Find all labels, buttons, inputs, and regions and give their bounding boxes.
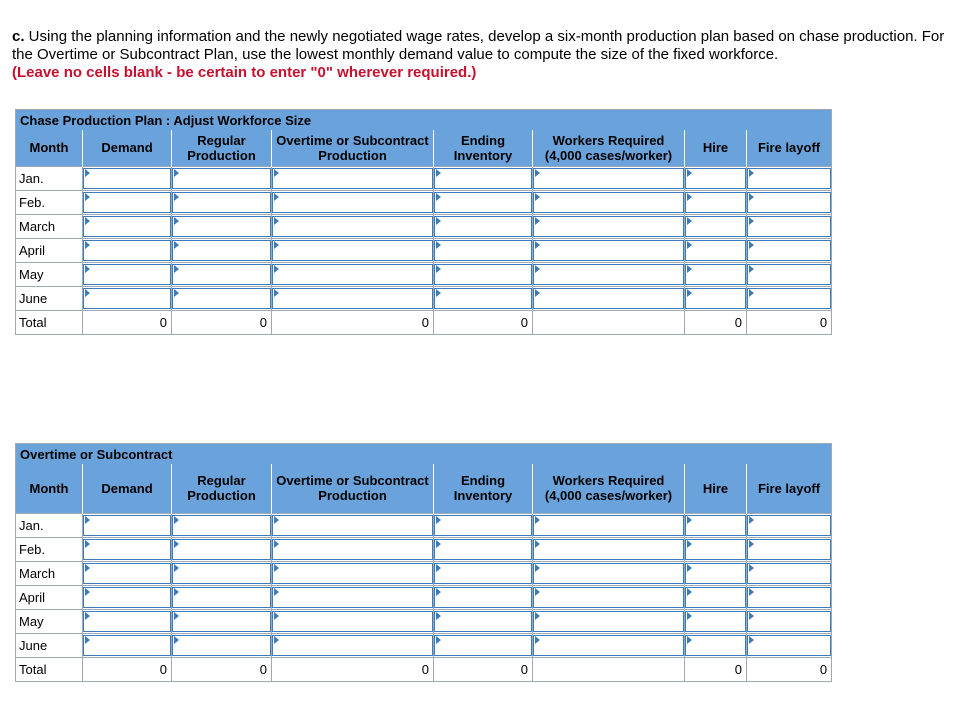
input-cell <box>747 166 832 190</box>
column-header: Hire <box>685 464 747 513</box>
value-input[interactable] <box>685 539 746 560</box>
input-cell <box>272 561 434 585</box>
total-value: 0 <box>172 310 272 334</box>
total-value <box>533 657 685 681</box>
value-input[interactable] <box>272 192 433 213</box>
value-input[interactable] <box>172 192 271 213</box>
table-title: Chase Production Plan : Adjust Workforce Size <box>16 110 832 131</box>
input-cell <box>747 513 832 537</box>
table-title: Overtime or Subcontract <box>16 444 832 465</box>
value-input[interactable] <box>747 216 831 237</box>
input-cell <box>434 262 533 286</box>
total-value: 0 <box>747 657 832 681</box>
value-input[interactable] <box>172 635 271 656</box>
input-cell <box>272 214 434 238</box>
input-cell <box>747 238 832 262</box>
input-cell <box>533 262 685 286</box>
total-value: 0 <box>685 657 747 681</box>
value-input[interactable] <box>685 216 746 237</box>
value-input[interactable] <box>83 288 171 309</box>
input-cell <box>685 537 747 561</box>
value-input[interactable] <box>533 192 684 213</box>
input-cell <box>272 585 434 609</box>
value-input[interactable] <box>272 515 433 536</box>
input-cell <box>172 561 272 585</box>
table-row <box>16 166 832 190</box>
input-cell <box>83 633 172 657</box>
value-input[interactable] <box>747 515 831 536</box>
input-cell <box>434 513 533 537</box>
value-input[interactable] <box>434 611 532 632</box>
value-input[interactable] <box>533 515 684 536</box>
value-input[interactable] <box>272 288 433 309</box>
input-cell <box>83 166 172 190</box>
value-input[interactable] <box>533 240 684 261</box>
input-cell <box>434 609 533 633</box>
input-cell <box>272 609 434 633</box>
value-input[interactable] <box>172 168 271 189</box>
input-cell <box>685 561 747 585</box>
input-cell <box>272 190 434 214</box>
input-cell <box>172 513 272 537</box>
value-input[interactable] <box>434 563 532 584</box>
value-input[interactable] <box>533 168 684 189</box>
total-value: 0 <box>272 657 434 681</box>
column-header: Regular Production <box>172 130 272 166</box>
month-label: Feb. <box>16 190 83 214</box>
input-cell <box>272 238 434 262</box>
column-header: Fire layoff <box>747 130 832 166</box>
input-cell <box>272 513 434 537</box>
value-input[interactable] <box>747 288 831 309</box>
table-row <box>16 585 832 609</box>
input-cell <box>272 166 434 190</box>
table-row <box>16 262 832 286</box>
input-cell <box>685 609 747 633</box>
column-header: Overtime or Subcontract Production <box>272 130 434 166</box>
input-cell <box>272 262 434 286</box>
value-input[interactable] <box>434 240 532 261</box>
input-cell <box>685 286 747 310</box>
table-row <box>16 286 832 310</box>
value-input[interactable] <box>272 539 433 560</box>
input-cell <box>172 585 272 609</box>
value-input[interactable] <box>533 563 684 584</box>
value-input[interactable] <box>272 264 433 285</box>
value-input[interactable] <box>533 288 684 309</box>
value-input[interactable] <box>83 216 171 237</box>
value-input[interactable] <box>434 515 532 536</box>
value-input[interactable] <box>747 587 831 608</box>
value-input[interactable] <box>434 635 532 656</box>
total-row <box>16 657 832 681</box>
input-cell <box>434 537 533 561</box>
total-value: 0 <box>172 657 272 681</box>
input-cell <box>533 633 685 657</box>
column-header: Workers Required (4,000 cases/worker) <box>533 130 685 166</box>
input-cell <box>685 190 747 214</box>
column-header: Overtime or Subcontract Production <box>272 464 434 513</box>
month-label: May <box>16 262 83 286</box>
month-label: March <box>16 214 83 238</box>
value-input[interactable] <box>83 240 171 261</box>
month-label: April <box>16 585 83 609</box>
input-cell <box>747 190 832 214</box>
table-row <box>16 609 832 633</box>
input-cell <box>533 166 685 190</box>
input-cell <box>272 537 434 561</box>
value-input[interactable] <box>172 539 271 560</box>
input-cell <box>434 190 533 214</box>
table-row <box>16 513 832 537</box>
value-input[interactable] <box>685 264 746 285</box>
value-input[interactable] <box>172 563 271 584</box>
input-cell <box>172 286 272 310</box>
value-input[interactable] <box>172 264 271 285</box>
input-cell <box>533 190 685 214</box>
value-input[interactable] <box>434 288 532 309</box>
total-value: 0 <box>747 310 832 334</box>
column-header: Demand <box>83 130 172 166</box>
value-input[interactable] <box>434 587 532 608</box>
value-input[interactable] <box>685 240 746 261</box>
value-input[interactable] <box>685 168 746 189</box>
value-input[interactable] <box>533 264 684 285</box>
value-input[interactable] <box>685 515 746 536</box>
value-input[interactable] <box>272 216 433 237</box>
value-input[interactable] <box>172 611 271 632</box>
input-cell <box>747 537 832 561</box>
input-cell <box>272 286 434 310</box>
total-value: 0 <box>83 310 172 334</box>
input-cell <box>533 214 685 238</box>
total-label: Total <box>16 310 83 334</box>
value-input[interactable] <box>172 240 271 261</box>
value-input[interactable] <box>533 216 684 237</box>
value-input[interactable] <box>747 563 831 584</box>
value-input[interactable] <box>533 539 684 560</box>
value-input[interactable] <box>747 611 831 632</box>
input-cell <box>685 214 747 238</box>
value-input[interactable] <box>272 611 433 632</box>
input-cell <box>685 633 747 657</box>
value-input[interactable] <box>83 264 171 285</box>
input-cell <box>533 238 685 262</box>
column-header: Ending Inventory <box>434 130 533 166</box>
table-row <box>16 633 832 657</box>
total-value: 0 <box>434 310 533 334</box>
value-input[interactable] <box>533 635 684 656</box>
input-cell <box>533 561 685 585</box>
column-header: Month <box>16 130 83 166</box>
input-cell <box>83 585 172 609</box>
value-input[interactable] <box>83 168 171 189</box>
month-label: Jan. <box>16 166 83 190</box>
table-row <box>16 214 832 238</box>
total-row <box>16 310 832 334</box>
input-cell <box>172 166 272 190</box>
instructions-text: Using the planning information and the newly negotiated wage rates, develop a six-month production plan based on chase production. For the Overtime or Subcontract Plan, use the lowest monthly demand value to compute the size of the fixed workforce. <box>12 28 945 63</box>
input-cell <box>434 561 533 585</box>
month-label: April <box>16 238 83 262</box>
input-cell <box>747 286 832 310</box>
input-cell <box>533 609 685 633</box>
total-value: 0 <box>272 310 434 334</box>
value-input[interactable] <box>272 563 433 584</box>
input-cell <box>685 585 747 609</box>
column-header: Hire <box>685 130 747 166</box>
column-header: Fire layoff <box>747 464 832 513</box>
column-header: Month <box>16 464 83 513</box>
input-cell <box>83 513 172 537</box>
value-input[interactable] <box>272 635 433 656</box>
column-header: Workers Required (4,000 cases/worker) <box>533 464 685 513</box>
value-input[interactable] <box>434 264 532 285</box>
value-input[interactable] <box>272 168 433 189</box>
input-cell <box>83 190 172 214</box>
input-cell <box>533 513 685 537</box>
instructions <box>12 28 947 82</box>
value-input[interactable] <box>747 168 831 189</box>
input-cell <box>83 609 172 633</box>
value-input[interactable] <box>747 635 831 656</box>
value-input[interactable] <box>172 288 271 309</box>
value-input[interactable] <box>685 288 746 309</box>
table-row <box>16 561 832 585</box>
value-input[interactable] <box>747 264 831 285</box>
value-input[interactable] <box>83 563 171 584</box>
value-input[interactable] <box>685 635 746 656</box>
input-cell <box>172 190 272 214</box>
total-value <box>533 310 685 334</box>
input-cell <box>685 262 747 286</box>
input-cell <box>172 633 272 657</box>
value-input[interactable] <box>83 611 171 632</box>
value-input[interactable] <box>434 192 532 213</box>
input-cell <box>83 238 172 262</box>
value-input[interactable] <box>83 515 171 536</box>
input-cell <box>434 633 533 657</box>
input-cell <box>685 166 747 190</box>
overtime-plan-table <box>15 443 832 682</box>
value-input[interactable] <box>747 539 831 560</box>
column-header: Regular Production <box>172 464 272 513</box>
value-input[interactable] <box>434 539 532 560</box>
value-input[interactable] <box>172 587 271 608</box>
input-cell <box>685 238 747 262</box>
value-input[interactable] <box>685 192 746 213</box>
value-input[interactable] <box>533 587 684 608</box>
value-input[interactable] <box>272 240 433 261</box>
input-cell <box>747 609 832 633</box>
input-cell <box>172 609 272 633</box>
input-cell <box>83 561 172 585</box>
input-cell <box>747 633 832 657</box>
total-value: 0 <box>685 310 747 334</box>
month-label: Feb. <box>16 537 83 561</box>
input-cell <box>434 286 533 310</box>
input-cell <box>172 214 272 238</box>
value-input[interactable] <box>434 168 532 189</box>
value-input[interactable] <box>83 587 171 608</box>
value-input[interactable] <box>747 240 831 261</box>
value-input[interactable] <box>172 216 271 237</box>
total-value: 0 <box>83 657 172 681</box>
input-cell <box>533 537 685 561</box>
warning-text: (Leave no cells blank - be certain to enter "0" wherever required.) <box>12 64 477 81</box>
input-cell <box>172 262 272 286</box>
input-cell <box>172 238 272 262</box>
input-cell <box>83 537 172 561</box>
input-cell <box>434 166 533 190</box>
month-label: June <box>16 633 83 657</box>
input-cell <box>434 214 533 238</box>
value-input[interactable] <box>533 611 684 632</box>
month-label: March <box>16 561 83 585</box>
input-cell <box>685 513 747 537</box>
input-cell <box>172 537 272 561</box>
column-header: Ending Inventory <box>434 464 533 513</box>
value-input[interactable] <box>685 563 746 584</box>
input-cell <box>747 262 832 286</box>
value-input[interactable] <box>434 216 532 237</box>
input-cell <box>747 214 832 238</box>
total-label: Total <box>16 657 83 681</box>
value-input[interactable] <box>172 515 271 536</box>
chase-plan-table <box>15 109 832 335</box>
value-input[interactable] <box>83 192 171 213</box>
table-row <box>16 537 832 561</box>
input-cell <box>747 585 832 609</box>
month-label: Jan. <box>16 513 83 537</box>
input-cell <box>83 286 172 310</box>
value-input[interactable] <box>747 192 831 213</box>
part-label: c. <box>12 28 25 45</box>
column-header: Demand <box>83 464 172 513</box>
input-cell <box>434 585 533 609</box>
input-cell <box>533 286 685 310</box>
input-cell <box>83 262 172 286</box>
month-label: May <box>16 609 83 633</box>
total-value: 0 <box>434 657 533 681</box>
input-cell <box>83 214 172 238</box>
value-input[interactable] <box>685 587 746 608</box>
value-input[interactable] <box>685 611 746 632</box>
input-cell <box>272 633 434 657</box>
input-cell <box>747 561 832 585</box>
value-input[interactable] <box>272 587 433 608</box>
input-cell <box>533 585 685 609</box>
value-input[interactable] <box>83 635 171 656</box>
table-row <box>16 238 832 262</box>
month-label: June <box>16 286 83 310</box>
input-cell <box>434 238 533 262</box>
table-row <box>16 190 832 214</box>
value-input[interactable] <box>83 539 171 560</box>
